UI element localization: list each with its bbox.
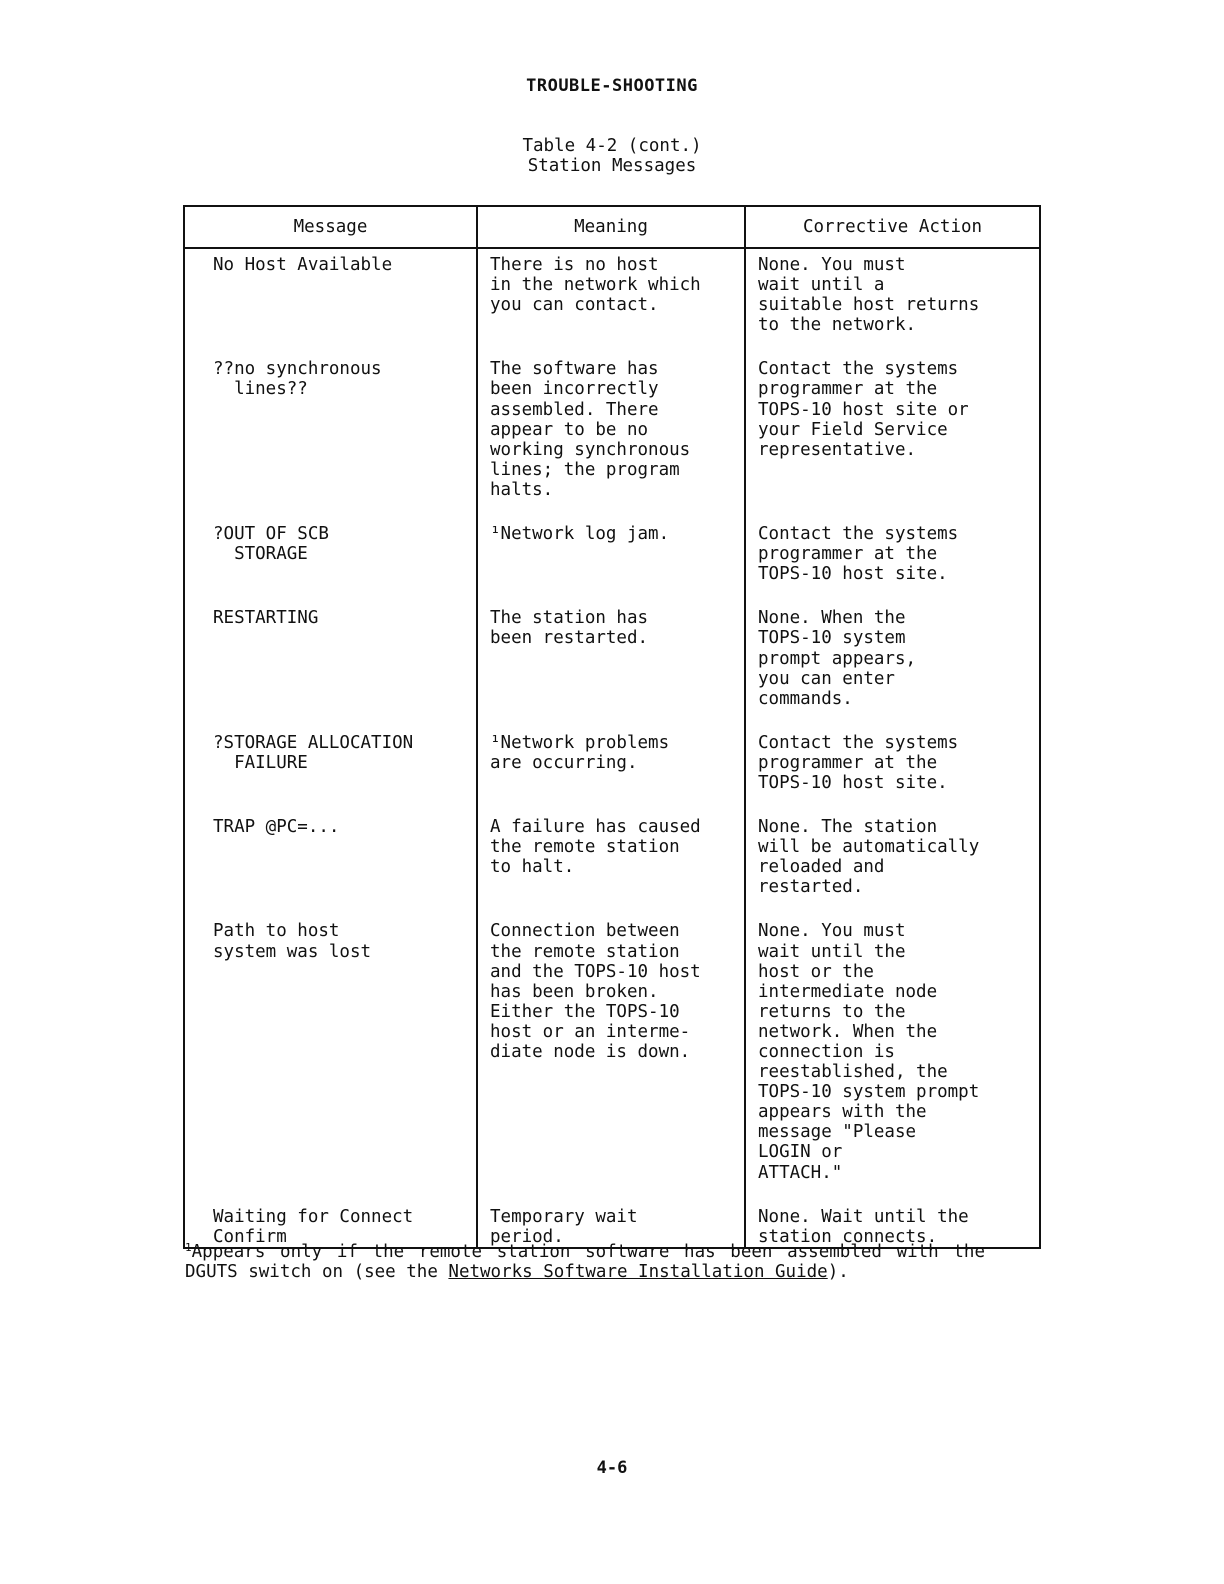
footnote-reference-title: Networks Software Installation Guide bbox=[448, 1262, 828, 1282]
message-cell: ??no synchronous lines?? bbox=[213, 359, 382, 400]
footnote bbox=[185, 1238, 985, 1282]
table-row bbox=[184, 353, 1040, 518]
meaning-cell: The software has been incorrectly assembled. There appear to be no working synchronous lines; the program halts. bbox=[477, 353, 745, 518]
action-cell: Contact the systems programmer at the TOPS-10 host site or your Field Service representative. bbox=[745, 353, 1040, 518]
message-cell: No Host Available bbox=[213, 255, 393, 275]
action-cell: None. You must wait until a suitable host returns to the network. bbox=[745, 248, 1040, 353]
page-title: TROUBLE-SHOOTING bbox=[526, 76, 698, 96]
meaning-cell: Temporary wait period. bbox=[477, 1201, 745, 1248]
table-caption-title: Station Messages bbox=[527, 156, 697, 176]
meaning-cell: The station has been restarted. bbox=[477, 602, 745, 726]
table-row bbox=[184, 602, 1040, 726]
meaning-cell: Connection between the remote station and the TOPS-10 host has been broken. Either the TOPS-10 host or an interme- diate node is down. bbox=[477, 915, 745, 1200]
table-header-row bbox=[184, 206, 1040, 248]
meaning-cell: ¹Network log jam. bbox=[477, 518, 745, 602]
message-cell: Waiting for Connect Confirm bbox=[213, 1206, 414, 1247]
meaning-cell: There is no host in the network which you can contact. bbox=[477, 248, 745, 353]
table-row bbox=[184, 727, 1040, 811]
action-cell: Contact the systems programmer at the TOPS-10 host site. bbox=[745, 727, 1040, 811]
action-cell: Contact the systems programmer at the TOPS-10 host site. bbox=[745, 518, 1040, 602]
page-number: 4-6 bbox=[596, 1458, 628, 1478]
action-cell: None. Wait until the station connects. bbox=[745, 1201, 1040, 1248]
footnote-text-end: ). bbox=[827, 1262, 849, 1282]
message-cell: Path to host system was lost bbox=[213, 921, 372, 962]
table-row bbox=[184, 518, 1040, 602]
table-caption bbox=[0, 136, 1224, 176]
message-cell: TRAP @PC=... bbox=[213, 817, 340, 838]
column-header-corrective-action: Corrective Action bbox=[745, 206, 1040, 248]
message-cell: ?OUT OF SCB STORAGE bbox=[213, 524, 329, 565]
table-row bbox=[184, 248, 1040, 353]
action-cell: None. The station will be automatically reloaded and restarted. bbox=[745, 811, 1040, 915]
column-header-message: Message bbox=[184, 206, 477, 248]
station-messages-table bbox=[183, 205, 1041, 1249]
meaning-cell: ¹Network problems are occurring. bbox=[477, 727, 745, 811]
table-row bbox=[184, 915, 1040, 1200]
column-header-meaning: Meaning bbox=[477, 206, 745, 248]
footnote-text: Appears only if the remote station software has been assembled with the DGUTS switch on (see the bbox=[185, 1242, 985, 1282]
message-cell: ?STORAGE ALLOCATION FAILURE bbox=[213, 732, 414, 773]
table-row bbox=[184, 811, 1040, 915]
footnote-marker: 1 bbox=[185, 1241, 192, 1254]
message-cell: RESTARTING bbox=[213, 608, 319, 629]
action-cell: None. When the TOPS-10 system prompt appears, you can enter commands. bbox=[745, 602, 1040, 726]
action-cell: None. You must wait until the host or the intermediate node returns to the network. When the connection is reestablished, the TOPS-10 system prompt appears with the message "Please LOGIN or ATTACH." bbox=[745, 915, 1040, 1200]
table-caption-number: Table 4-2 (cont.) bbox=[522, 136, 702, 156]
meaning-cell: A failure has caused the remote station to halt. bbox=[477, 811, 745, 915]
